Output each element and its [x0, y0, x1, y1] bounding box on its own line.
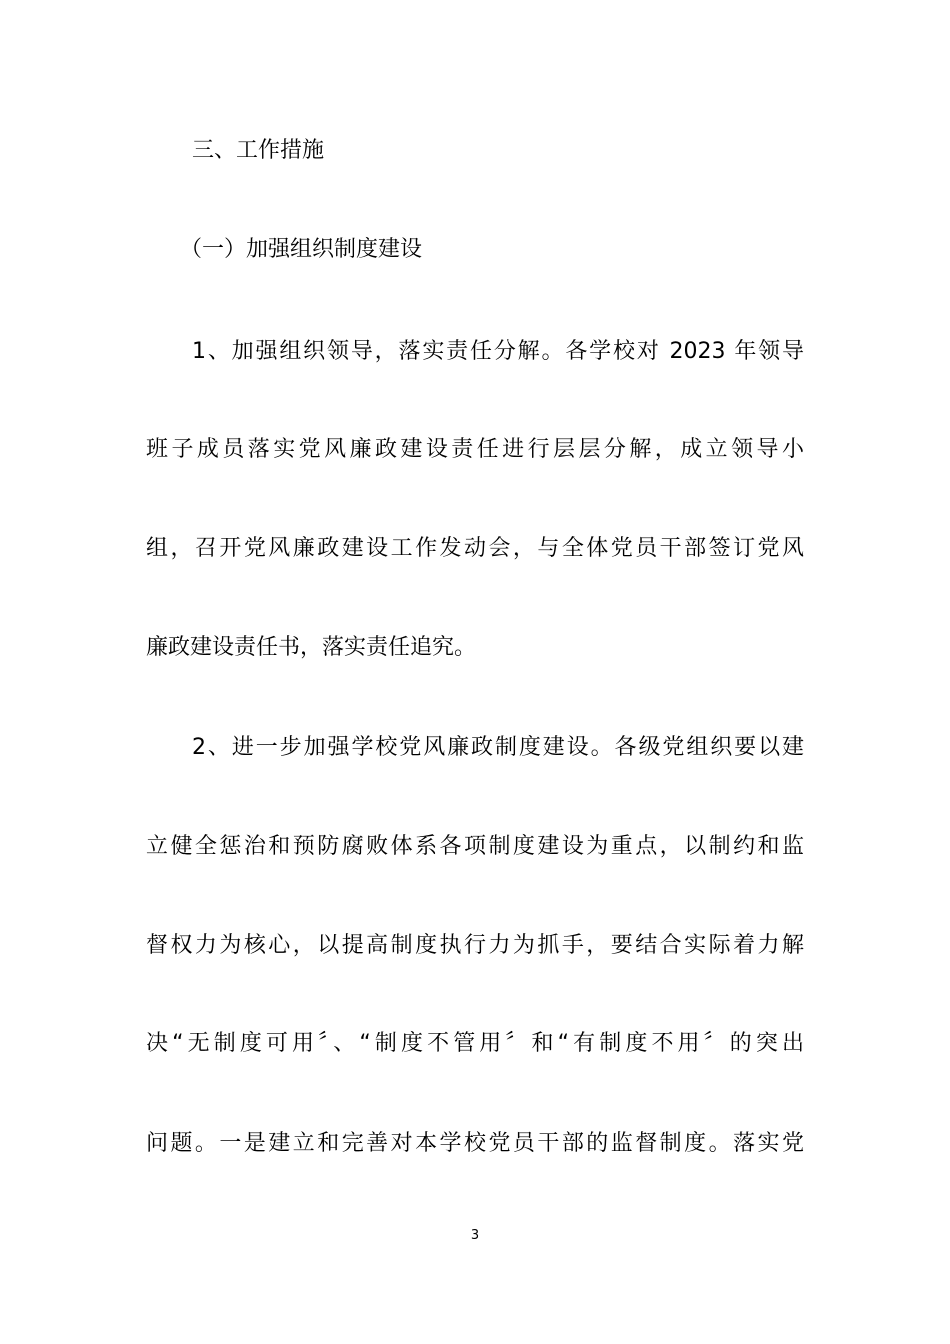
- subsection-heading: （一）加强组织制度建设: [180, 237, 423, 262]
- paragraph-1-line-1: 1、加强组织领导，落实责任分解。各学校对 2023 年领导: [192, 339, 804, 364]
- paragraph-1-line-3: 组，召开党风廉政建设工作发动会，与全体党员干部签订党风: [146, 536, 804, 561]
- paragraph-1-line-2: 班子成员落实党风廉政建设责任进行层层分解，成立领导小: [146, 437, 804, 462]
- paragraph-2-line-4: 决“无制度可用〞、“制度不管用〞和“有制度不用〞的突出: [146, 1031, 804, 1056]
- paragraph-2-line-1: 2、进一步加强学校党风廉政制度建设。各级党组织要以建: [192, 735, 804, 760]
- paragraph-2-line-2: 立健全惩治和预防腐败体系各项制度建设为重点，以制约和监: [146, 834, 804, 859]
- page-number: 3: [470, 1228, 480, 1243]
- paragraph-2-line-3: 督权力为核心，以提高制度执行力为抓手，要结合实际着力解: [146, 933, 804, 958]
- paragraph-1-line-4: 廉政建设责任书，落实责任追究。: [146, 635, 477, 660]
- paragraph-2-line-5: 问题。一是建立和完善对本学校党员干部的监督制度。落实党: [146, 1131, 804, 1156]
- section-heading: 三、工作措施: [192, 138, 325, 163]
